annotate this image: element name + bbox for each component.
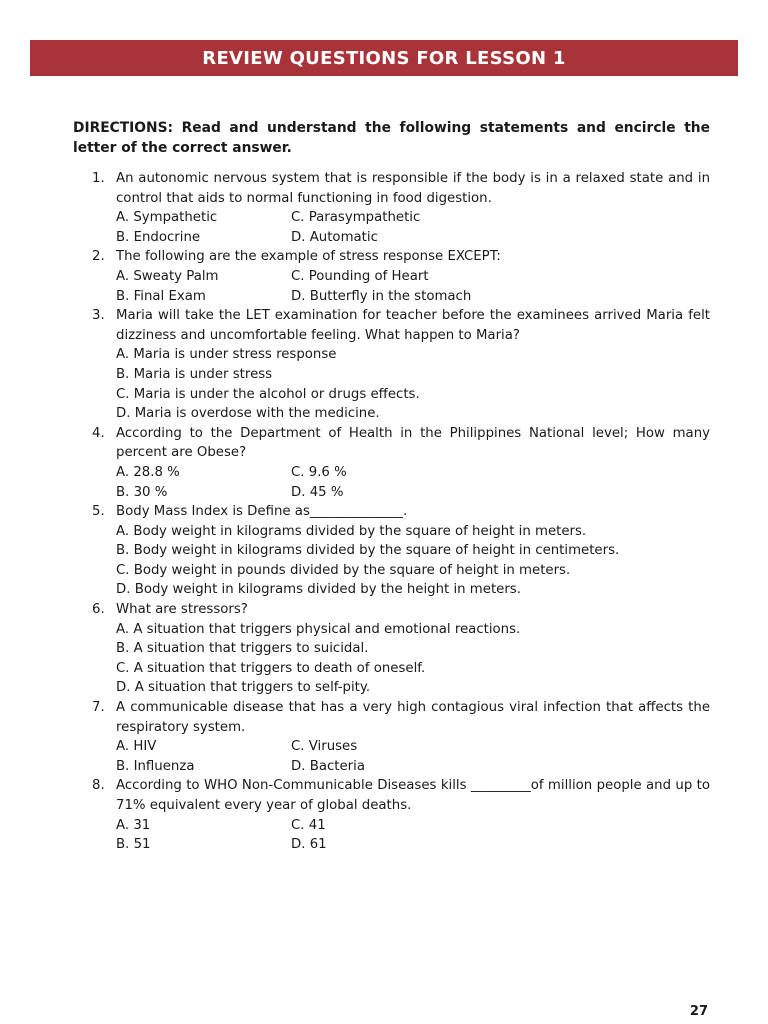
answer-option-d[interactable]: D. 45 % [291,484,344,500]
answer-options [116,737,710,776]
question-stem: According to the Department of Health in the Philippines National level; How many percent are Obese? [116,425,710,461]
answer-options [116,620,710,698]
answer-option-d[interactable]: D. Butterfly in the stomach [291,288,472,304]
answer-options [116,208,710,247]
answer-option-c[interactable]: C. Maria is under the alcohol or drugs effects. [116,386,420,402]
question-2 [92,247,710,306]
answer-option-a[interactable]: A. A situation that triggers physical and emotional reactions. [116,621,521,637]
answer-option-b[interactable]: B. Maria is under stress [116,366,273,382]
question-8 [92,776,710,854]
question-number: 2. [92,249,105,265]
question-7 [92,698,710,776]
answer-option-c[interactable]: C. 9.6 % [291,464,347,480]
question-stem: Maria will take the LET examination for teacher before the examinees arrived Maria felt dizziness and uncomfortable feeling. What happen to Maria? [116,308,710,343]
page-title: REVIEW QUESTIONS FOR LESSON 1 [202,47,566,69]
question-stem: An autonomic nervous system that is responsible if the body is in a relaxed state and in control that aids to normal functioning in food digestion. [116,171,710,206]
answer-option-a[interactable]: A. Sympathetic [116,210,218,226]
lesson-title-banner [30,40,738,76]
answer-option-c[interactable]: C. A situation that triggers to death of oneself. [116,660,426,676]
answer-option-c[interactable]: C. 41 [291,817,326,833]
answer-option-c[interactable]: C. Parasympathetic [291,210,421,226]
answer-option-b[interactable]: B. Endocrine [116,229,201,245]
answer-options [116,522,710,600]
question-4 [92,424,710,502]
answer-option-a[interactable]: A. Maria is under stress response [116,347,337,363]
answer-options [116,267,710,306]
answer-option-a[interactable]: A. 31 [116,817,151,833]
answer-option-a[interactable]: A. Body weight in kilograms divided by the square of height in meters. [116,523,587,539]
answer-option-b[interactable]: B. A situation that triggers to suicidal. [116,641,369,657]
answer-option-b[interactable]: B. 30 % [116,484,168,500]
question-stem: Body Mass Index is Define as______________. [116,504,408,520]
question-1 [92,169,710,247]
answer-option-d[interactable]: D. Body weight in kilograms divided by the height in meters. [116,582,521,598]
answer-option-b[interactable]: B. Influenza [116,758,195,774]
answer-option-d[interactable]: D. Bacteria [291,758,365,774]
answer-option-d[interactable]: D. Automatic [291,229,378,245]
question-number: 6. [92,602,105,618]
question-number: 8. [92,778,105,794]
answer-option-d[interactable]: D. A situation that triggers to self-pity. [116,680,371,696]
answer-option-b[interactable]: B. Body weight in kilograms divided by the square of height in centimeters. [116,543,620,559]
question-number: 4. [92,425,105,441]
page-number: 27 [689,1004,708,1019]
answer-option-c[interactable]: C. Body weight in pounds divided by the square of height in meters. [116,562,571,578]
question-3 [92,306,710,424]
answer-option-c[interactable]: C. Viruses [291,739,358,755]
answer-option-a[interactable]: A. 28.8 % [116,464,180,480]
question-stem: The following are the example of stress response EXCEPT: [116,249,501,265]
answer-option-a[interactable]: A. HIV [116,739,157,755]
answer-option-b[interactable]: B. Final Exam [116,288,206,304]
question-number: 3. [92,308,105,324]
question-number: 7. [92,700,105,716]
question-number: 5. [92,504,105,520]
question-stem: According to WHO Non-Communicable Diseases kills _________of million people and up to 71% equivalent every year of global deaths. [116,778,710,813]
answer-options [116,816,710,855]
answer-option-d[interactable]: D. 61 [291,837,327,853]
question-number: 1. [92,171,105,186]
question-stem: A communicable disease that has a very high contagious viral infection that affects the respiratory system. [116,700,710,735]
answer-options [116,345,710,423]
answer-option-c[interactable]: C. Pounding of Heart [291,268,429,284]
answer-option-a[interactable]: A. Sweaty Palm [116,268,219,284]
directions-text: DIRECTIONS: Read and understand the following statements and encircle the letter of the correct answer. [73,120,710,156]
answer-option-b[interactable]: B. 51 [116,837,151,853]
answer-options [116,463,710,502]
question-stem: What are stressors? [116,602,248,618]
answer-option-d[interactable]: D. Maria is overdose with the medicine. [116,406,380,422]
question-list [92,169,710,855]
question-5 [92,502,710,600]
question-6 [92,600,710,698]
